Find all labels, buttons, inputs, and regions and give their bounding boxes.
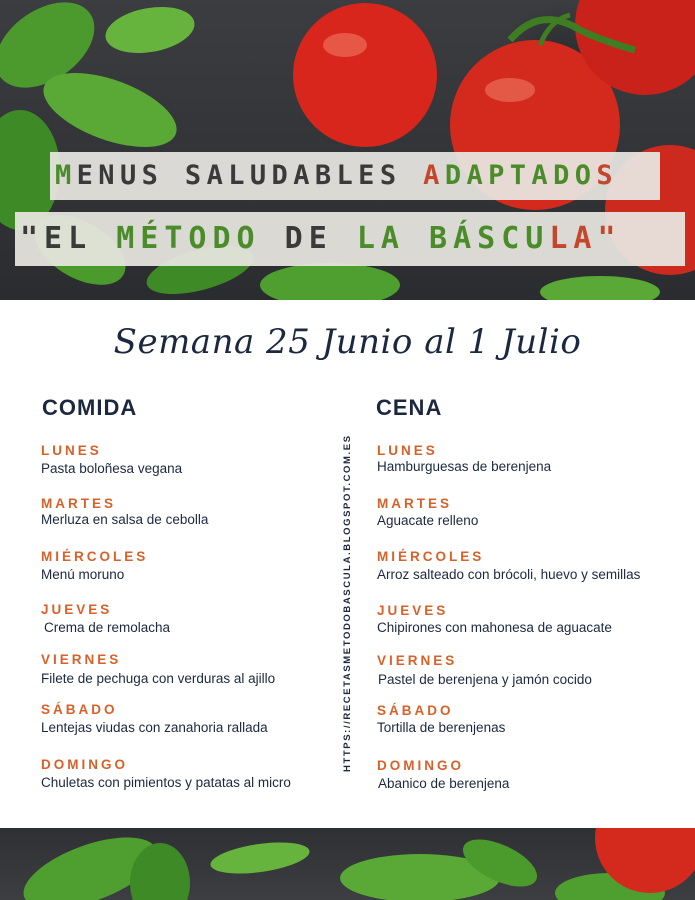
header-title-line1 xyxy=(55,160,618,191)
header-line1-part4: DAPTADO xyxy=(444,160,597,191)
cena-day-viernes: VIERNES xyxy=(377,653,458,668)
cena-dish-miercoles: Arroz salteado con brócoli, huevo y semillas xyxy=(377,567,641,582)
comida-dish-miercoles: Menú moruno xyxy=(41,567,125,582)
comida-dish-sabado: Lentejas viudas con zanahoria rallada xyxy=(41,720,268,735)
header-line2-part2: MÉTODO xyxy=(116,221,261,256)
comida-dish-domingo: Chuletas con pimientos y patatas al micro xyxy=(41,775,291,790)
cena-day-sabado: SÁBADO xyxy=(377,703,454,718)
cena-dish-martes: Aguacate relleno xyxy=(377,513,479,528)
comida-title: COMIDA xyxy=(42,395,138,420)
header-line1-part3: A xyxy=(423,160,445,191)
comida-day-miercoles: MIÉRCOLES xyxy=(41,549,149,564)
comida-day-sabado: SÁBADO xyxy=(41,702,118,717)
cena-day-miercoles: MIÉRCOLES xyxy=(377,549,485,564)
footer-photo-banner xyxy=(0,828,695,900)
header-line1-part1: M xyxy=(55,160,77,191)
comida-day-lunes: LUNES xyxy=(41,443,102,458)
comida-dish-martes: Merluza en salsa de cebolla xyxy=(41,512,209,527)
comida-dish-jueves: Crema de remolacha xyxy=(44,620,171,635)
comida-dish-viernes: Filete de pechuga con verduras al ajillo xyxy=(41,671,276,686)
comida-day-domingo: DOMINGO xyxy=(41,757,128,772)
cena-dish-viernes: Pastel de berenjena y jamón cocido xyxy=(378,672,592,687)
header-line2-part3: DE xyxy=(260,221,357,256)
header-photo-banner xyxy=(0,0,695,300)
header-line2-part4: LA BÁSCU xyxy=(356,221,550,256)
comida-day-viernes: VIERNES xyxy=(41,652,122,667)
vegetables-photo-bottom xyxy=(0,828,695,900)
header-line1-part2: ENUS SALUDABLES xyxy=(76,160,424,191)
header-line2-part5: LA" xyxy=(549,221,622,256)
cena-dish-jueves: Chipirones con mahonesa de aguacate xyxy=(377,620,612,635)
comida-day-martes: MARTES xyxy=(41,496,116,511)
header-line1-part5: S xyxy=(596,160,619,191)
cena-day-domingo: DOMINGO xyxy=(377,758,464,773)
website-url xyxy=(342,434,356,780)
cena-day-lunes: LUNES xyxy=(377,443,438,458)
comida-day-jueves: JUEVES xyxy=(41,602,113,617)
cena-dish-sabado: Tortilla de berenjenas xyxy=(377,720,506,735)
comida-dish-lunes: Pasta boloñesa vegana xyxy=(41,461,183,476)
cena-dish-lunes: Hamburguesas de berenjena xyxy=(377,459,552,474)
cena-title: CENA xyxy=(376,395,443,420)
website-url-text: HTTPS://RECETASMETODOBASCULA.BLOGSPOT.COM.ES xyxy=(342,434,353,772)
header-line2-part1: "EL xyxy=(20,221,117,256)
header-title-line2 xyxy=(20,221,622,256)
week-title: Semana 25 Junio al 1 Julio xyxy=(113,322,582,362)
cena-day-jueves: JUEVES xyxy=(377,603,449,618)
cena-dish-domingo: Abanico de berenjena xyxy=(378,776,510,791)
cena-day-martes: MARTES xyxy=(377,496,452,511)
